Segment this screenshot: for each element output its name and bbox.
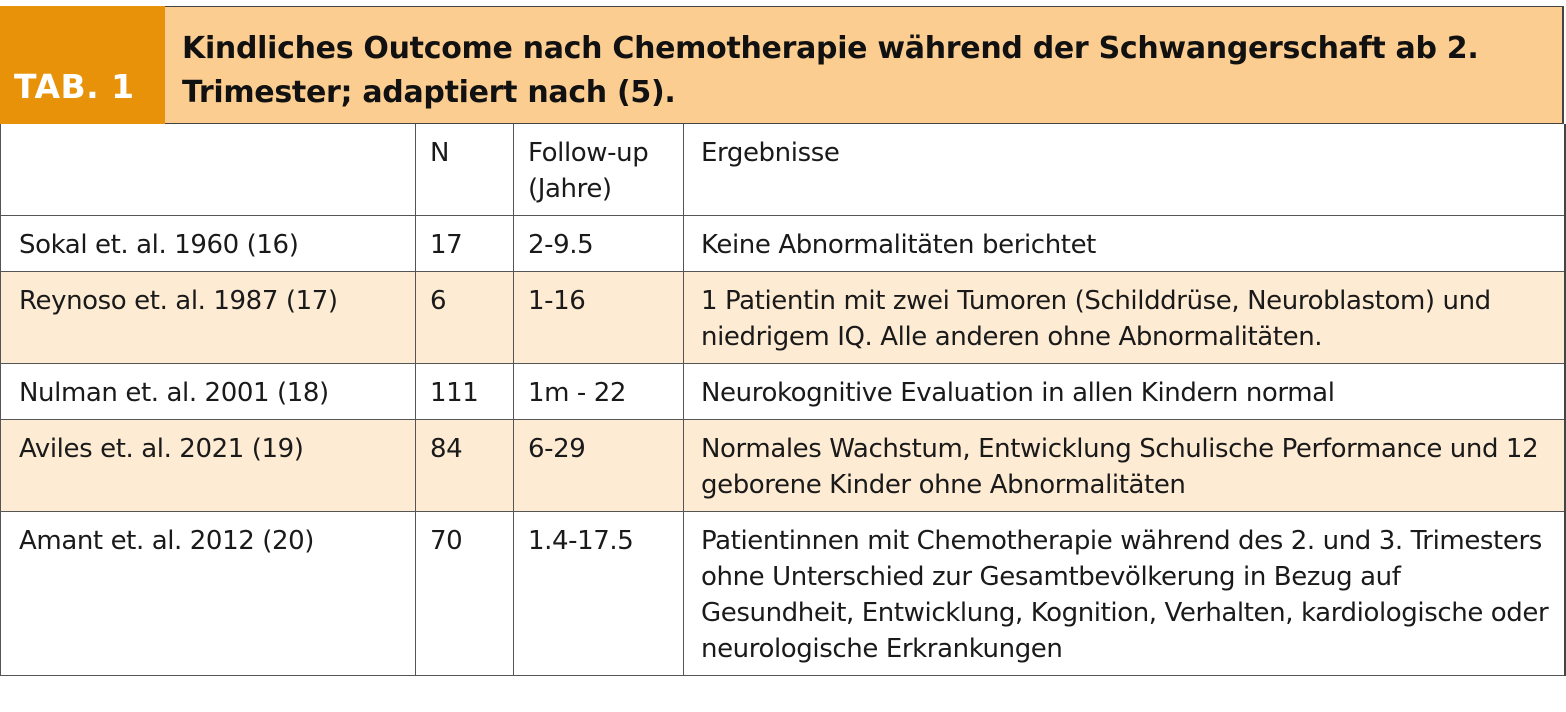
- table-title: Kindliches Outcome nach Chemotherapie während der Schwangerschaft ab 2. Trimester; adaptiert nach (5).: [165, 6, 1564, 124]
- column-header-study: [1, 124, 416, 216]
- table-number-badge: [0, 6, 165, 124]
- table-row: [1, 216, 1565, 272]
- study-cell: Aviles et. al. 2021 (19): [1, 420, 416, 512]
- n-cell: 17: [416, 216, 514, 272]
- table-row: [1, 512, 1565, 676]
- result-cell: 1 Patientin mit zwei Tumoren (Schilddrüse, Neuroblastom) und niedrigem IQ. Alle anderen ohne Abnormalitäten.: [684, 272, 1565, 364]
- study-cell: Sokal et. al. 1960 (16): [1, 216, 416, 272]
- study-cell: Amant et. al. 2012 (20): [1, 512, 416, 676]
- column-header-row: [1, 124, 1565, 216]
- result-cell: Keine Abnormalitäten berichtet: [684, 216, 1565, 272]
- column-header-results: Ergebnisse: [684, 124, 1565, 216]
- table-row: [1, 420, 1565, 512]
- n-cell: 6: [416, 272, 514, 364]
- result-cell: Patientinnen mit Chemotherapie während des 2. und 3. Trimesters ohne Unterschied zur Gesamtbevölkerung in Bezug auf Gesundheit, Entwicklung, Kognition, Verhalten, kardiologische oder neurologische Erkrankungen: [684, 512, 1565, 676]
- followup-cell: 1-16: [514, 272, 684, 364]
- result-cell: Neurokognitive Evaluation in allen Kindern normal: [684, 364, 1565, 420]
- table-header: [0, 6, 1564, 124]
- table-row: [1, 364, 1565, 420]
- followup-cell: 2-9.5: [514, 216, 684, 272]
- result-cell: Normales Wachstum, Entwicklung Schulische Performance und 12 geborene Kinder ohne Abnormalitäten: [684, 420, 1565, 512]
- n-cell: 70: [416, 512, 514, 676]
- column-header-n: N: [416, 124, 514, 216]
- column-header-followup: Follow-up (Jahre): [514, 124, 684, 216]
- results-table: [0, 124, 1566, 676]
- followup-cell: 1.4-17.5: [514, 512, 684, 676]
- table-row: [1, 272, 1565, 364]
- n-cell: 84: [416, 420, 514, 512]
- study-cell: Nulman et. al. 2001 (18): [1, 364, 416, 420]
- followup-cell: 6-29: [514, 420, 684, 512]
- followup-cell: 1m - 22: [514, 364, 684, 420]
- n-cell: 111: [416, 364, 514, 420]
- study-cell: Reynoso et. al. 1987 (17): [1, 272, 416, 364]
- table-number-label: TAB. 1: [14, 67, 135, 106]
